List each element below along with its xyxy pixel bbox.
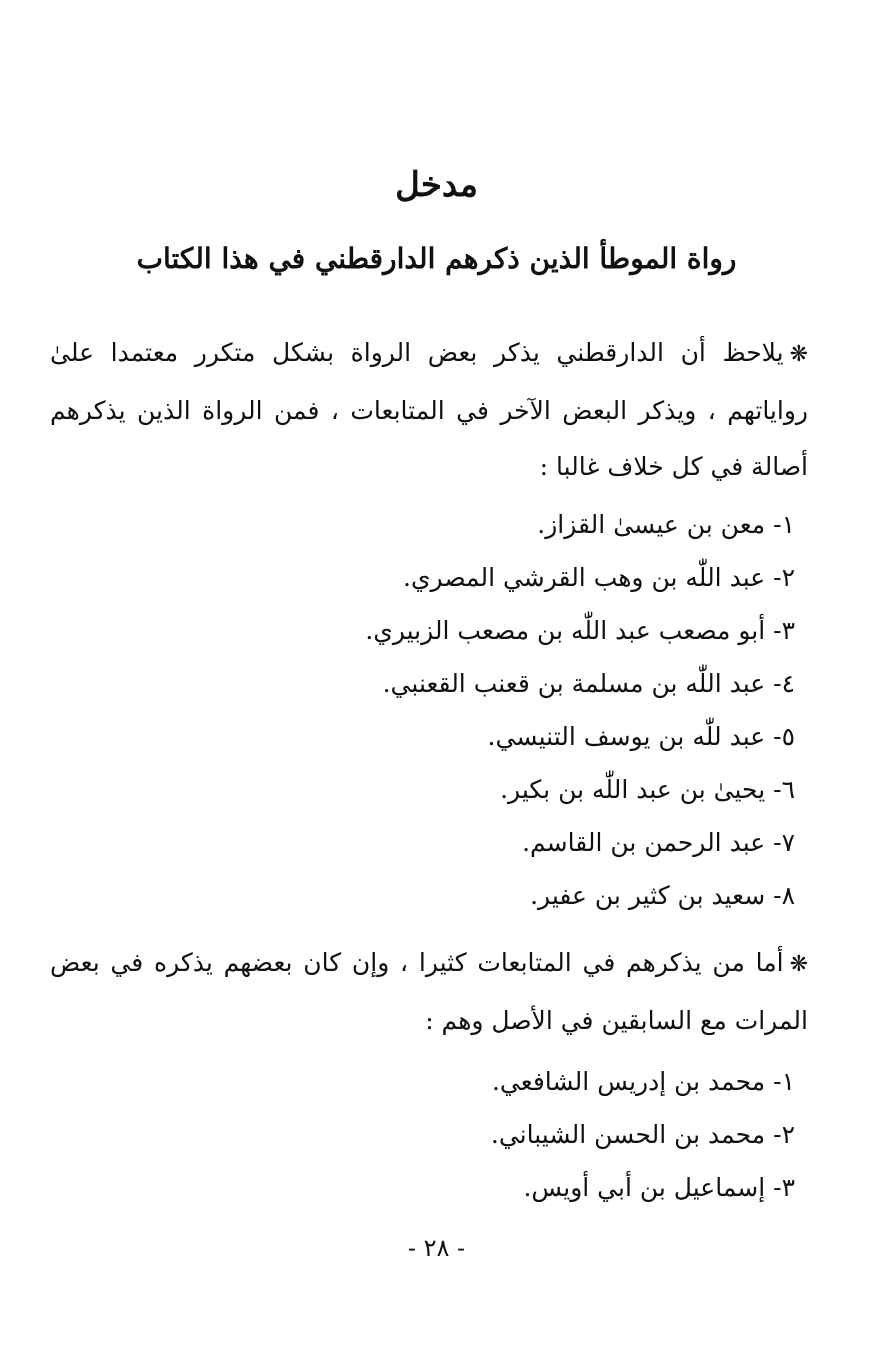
asterism-icon: ❋ (789, 342, 808, 367)
list-item: ٥- عبد للّٰه بن يوسف التنيسي. (487, 722, 795, 751)
followup-paragraph (50, 935, 808, 1049)
list-item: ٢- محمد بن الحسن الشيباني. (490, 1120, 795, 1149)
page-title: مدخل (395, 165, 478, 205)
primary-narrators-list (60, 498, 795, 922)
page-subtitle: رواة الموطأ الذين ذكرهم الدارقطني في هذا الكتاب (136, 242, 737, 275)
asterism-icon: ❋ (789, 952, 808, 977)
list-item: ٢- عبد اللّٰه بن وهب القرشي المصري. (403, 563, 795, 592)
intro-paragraph-text: يلاحظ أن الدارقطني يذكر بعض الرواة بشكل متكرر معتمدا علىٰ رواياتهم ، ويذكر البعض الآخر في المتابعات ، فمن الرواة الذين يذكرهم أصالة في كل خلاف غالبا : (50, 338, 808, 481)
list-item: ٤- عبد اللّٰه بن مسلمة بن قعنب القعنبي. (382, 669, 795, 698)
list-item: ١- معن بن عيسىٰ القزاز. (537, 510, 795, 539)
list-item: ٧- عبد الرحمن بن القاسم. (522, 828, 795, 857)
list-item: ١- محمد بن إدريس الشافعي. (491, 1067, 795, 1096)
list-item: ٦- يحيىٰ بن عبد اللّٰه بن بكير. (500, 775, 795, 804)
list-item: ٨- سعيد بن كثير بن عفير. (530, 881, 795, 910)
list-item: ٣- أبو مصعب عبد اللّٰه بن مصعب الزبيري. (365, 616, 795, 645)
list-item: ٣- إسماعيل بن أبي أويس. (523, 1173, 795, 1202)
followup-paragraph-text: أما من يذكرهم في المتابعات كثيرا ، وإن كان بعضهم يذكره في بعض المرات مع السابقين في الأصل وهم : (50, 948, 808, 1035)
intro-paragraph (50, 325, 808, 495)
page-number: - ٢٨ - (407, 1234, 466, 1262)
secondary-narrators-list (60, 1055, 795, 1214)
